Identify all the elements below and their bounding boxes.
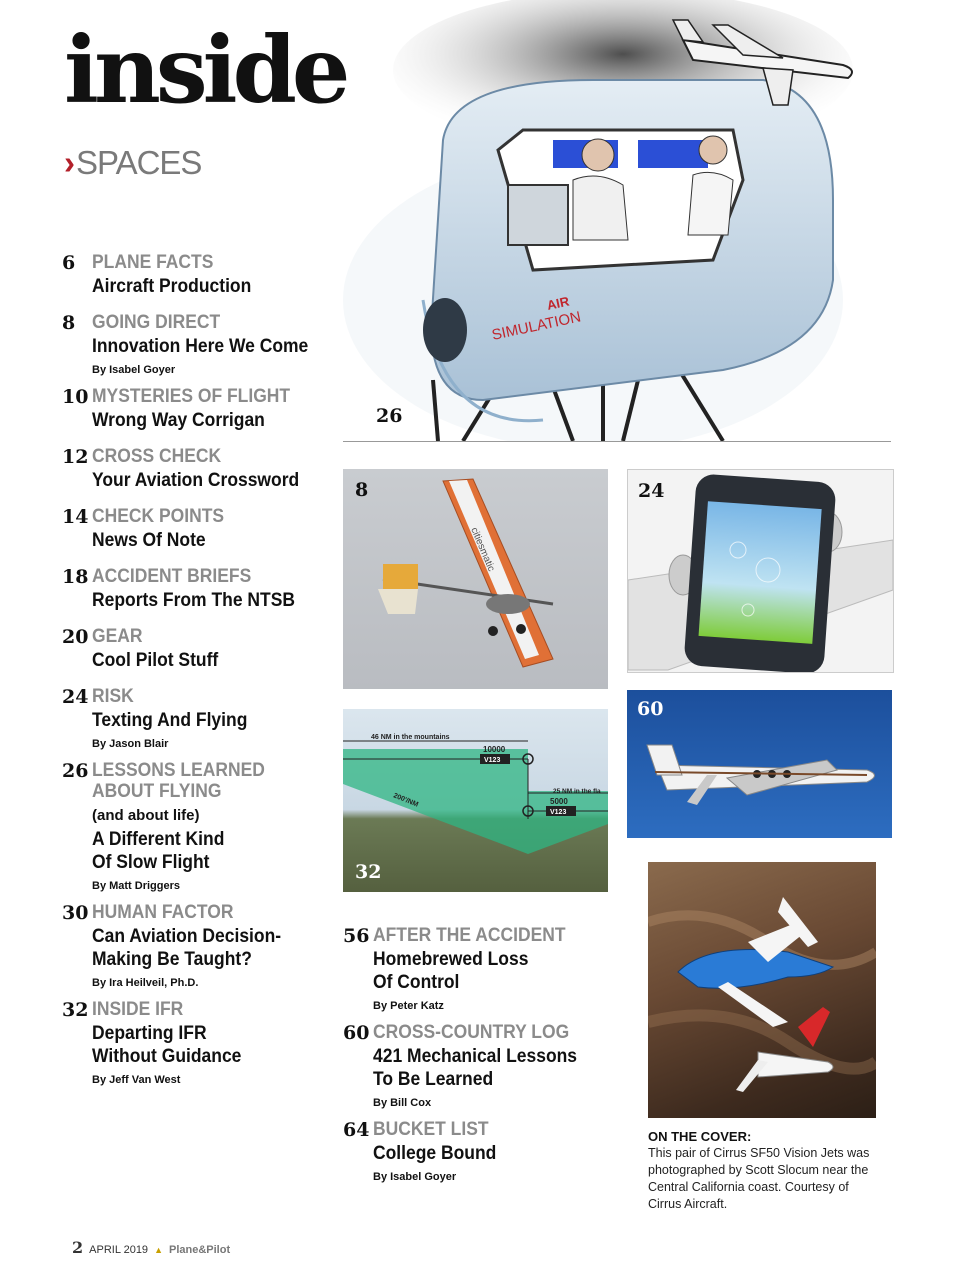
byline: By Ira Heilveil, Ph.D. xyxy=(92,977,199,989)
article-title-line2: To Be Learned xyxy=(373,1069,494,1090)
byline: By Jeff Van West xyxy=(92,1074,181,1086)
page-number: 10 xyxy=(62,386,89,408)
article-title: College Bound xyxy=(373,1143,497,1164)
toc-entry[interactable] xyxy=(62,902,332,989)
phone-drawing xyxy=(628,470,893,672)
toc-entry[interactable] xyxy=(62,446,332,492)
toc-entry[interactable] xyxy=(62,626,332,672)
masthead-title: inside xyxy=(64,16,346,124)
department: GEAR xyxy=(92,626,143,647)
subhead: (and about life) xyxy=(92,807,200,824)
article-title: Departing IFR xyxy=(92,1023,207,1044)
department: CHECK POINTS xyxy=(92,506,225,527)
page-number: 18 xyxy=(62,566,89,588)
brand-name: Plane&Pilot xyxy=(168,1244,231,1256)
phone-photo[interactable] xyxy=(627,469,894,673)
section-name: SPACES xyxy=(76,144,202,181)
photo-page-number: 26 xyxy=(376,405,403,427)
cover-photo[interactable] xyxy=(648,862,876,1118)
page-number: 26 xyxy=(62,760,89,782)
folio-page-number: 2 xyxy=(72,1238,84,1257)
department: GOING DIRECT xyxy=(92,312,221,333)
article-title: Can Aviation Decision- xyxy=(92,926,282,947)
ifr-alt-1: 10000 xyxy=(483,745,506,754)
department: BUCKET LIST xyxy=(373,1119,489,1140)
department: PLANE FACTS xyxy=(92,252,214,273)
twin-drawing xyxy=(627,690,892,838)
byline: By Peter Katz xyxy=(373,1000,444,1012)
ifr-label-1: 46 NM in the mountains xyxy=(371,734,450,741)
toc-entry[interactable] xyxy=(62,760,332,892)
divider xyxy=(343,441,891,442)
toc-middle xyxy=(343,925,623,1195)
page-number: 24 xyxy=(62,686,89,708)
page-number: 60 xyxy=(343,1022,370,1044)
wing-text: citiesmatic xyxy=(468,525,497,574)
department: CROSS CHECK xyxy=(92,446,222,467)
photo-page-number: 60 xyxy=(637,698,664,720)
article-title: 421 Mechanical Lessons xyxy=(373,1046,578,1067)
section-label xyxy=(64,144,201,182)
issue-date: APRIL 2019 xyxy=(89,1244,149,1256)
article-title-line2: Of Slow Flight xyxy=(92,852,210,873)
article-title: News Of Note xyxy=(92,530,206,551)
department-line2: ABOUT FLYING xyxy=(92,781,222,802)
department: ACCIDENT BRIEFS xyxy=(92,566,252,587)
ifr-tag-2: V123 xyxy=(550,809,567,816)
department: MYSTERIES OF FLIGHT xyxy=(92,386,291,407)
caption-body: This pair of Cirrus SF50 Vision Jets was photographed by Scott Slocum near the Central California coast. Courtesy of Cirrus Aircraft. xyxy=(648,1146,870,1211)
article-title-line2: Of Control xyxy=(373,972,460,993)
cover-jets-drawing xyxy=(648,862,876,1118)
department: HUMAN FACTOR xyxy=(92,902,234,923)
ifr-alt-2: 5000 xyxy=(550,797,568,806)
photo-page-number: 8 xyxy=(355,479,369,501)
ifr-tag-1: V123 xyxy=(484,757,501,764)
article-title: A Different Kind xyxy=(92,829,225,850)
cover-caption xyxy=(648,1128,878,1213)
page-footer xyxy=(72,1238,230,1257)
article-title: Cool Pilot Stuff xyxy=(92,650,219,671)
toc-entry[interactable] xyxy=(62,386,332,432)
article-title: Texting And Flying xyxy=(92,710,248,731)
toc-entry[interactable] xyxy=(343,925,623,1012)
twin-photo[interactable] xyxy=(627,690,892,838)
byline: By Matt Driggers xyxy=(92,880,181,892)
article-title: Reports From The NTSB xyxy=(92,590,295,611)
toc-left xyxy=(62,252,332,1098)
department: AFTER THE ACCIDENT xyxy=(373,925,566,946)
page-number: 56 xyxy=(343,925,370,947)
hero-illustration[interactable] xyxy=(343,0,903,441)
ifr-diagram[interactable] xyxy=(343,709,608,892)
ifr-slope-label: 200'/NM xyxy=(392,792,420,809)
ifr-label-2: 25 NM in the fla xyxy=(553,788,601,795)
article-title: Homebrewed Loss xyxy=(373,949,529,970)
sim-logo-text: AIR xyxy=(545,293,571,313)
photo-page-number: 24 xyxy=(638,480,665,502)
sim-logo-text-2: SIMULATION xyxy=(490,308,583,344)
toc-entry[interactable] xyxy=(343,1119,623,1183)
page-number: 14 xyxy=(62,506,89,528)
toc-entry[interactable] xyxy=(62,312,332,376)
page-number: 64 xyxy=(343,1119,370,1141)
article-title: Wrong Way Corrigan xyxy=(92,410,265,431)
page-number: 8 xyxy=(62,312,76,334)
triangle-icon: ▲ xyxy=(154,1245,163,1255)
chevron-icon: › xyxy=(64,144,74,181)
article-title: Aircraft Production xyxy=(92,276,252,297)
toc-entry[interactable] xyxy=(62,506,332,552)
byline: By Jason Blair xyxy=(92,738,169,750)
caption-heading: ON THE COVER: xyxy=(648,1129,752,1144)
page-number: 32 xyxy=(62,999,89,1021)
byline: By Bill Cox xyxy=(373,1097,432,1109)
department: CROSS-COUNTRY LOG xyxy=(373,1022,570,1043)
toc-entry[interactable] xyxy=(62,252,332,298)
ultralight-photo[interactable] xyxy=(343,469,608,689)
article-title-line2: Without Guidance xyxy=(92,1046,242,1067)
toc-entry[interactable] xyxy=(62,566,332,612)
page-number: 6 xyxy=(62,252,76,274)
article-title: Innovation Here We Come xyxy=(92,336,309,357)
page-number: 30 xyxy=(62,902,89,924)
article-title-line2: Making Be Taught? xyxy=(92,949,252,970)
ifr-chart-drawing xyxy=(343,709,608,892)
page-number: 20 xyxy=(62,626,89,648)
photo-page-number: 32 xyxy=(355,861,382,883)
toc-entry[interactable] xyxy=(62,999,332,1086)
simulator-sketch xyxy=(343,0,903,441)
byline: By Isabel Goyer xyxy=(92,364,176,376)
toc-entry[interactable] xyxy=(343,1022,623,1109)
ultralight-drawing xyxy=(343,469,608,689)
article-title: Your Aviation Crossword xyxy=(92,470,300,491)
department: INSIDE IFR xyxy=(92,999,184,1020)
department: LESSONS LEARNED xyxy=(92,760,265,781)
page-number: 12 xyxy=(62,446,89,468)
byline: By Isabel Goyer xyxy=(373,1171,457,1183)
department: RISK xyxy=(92,686,134,707)
toc-entry[interactable] xyxy=(62,686,332,750)
